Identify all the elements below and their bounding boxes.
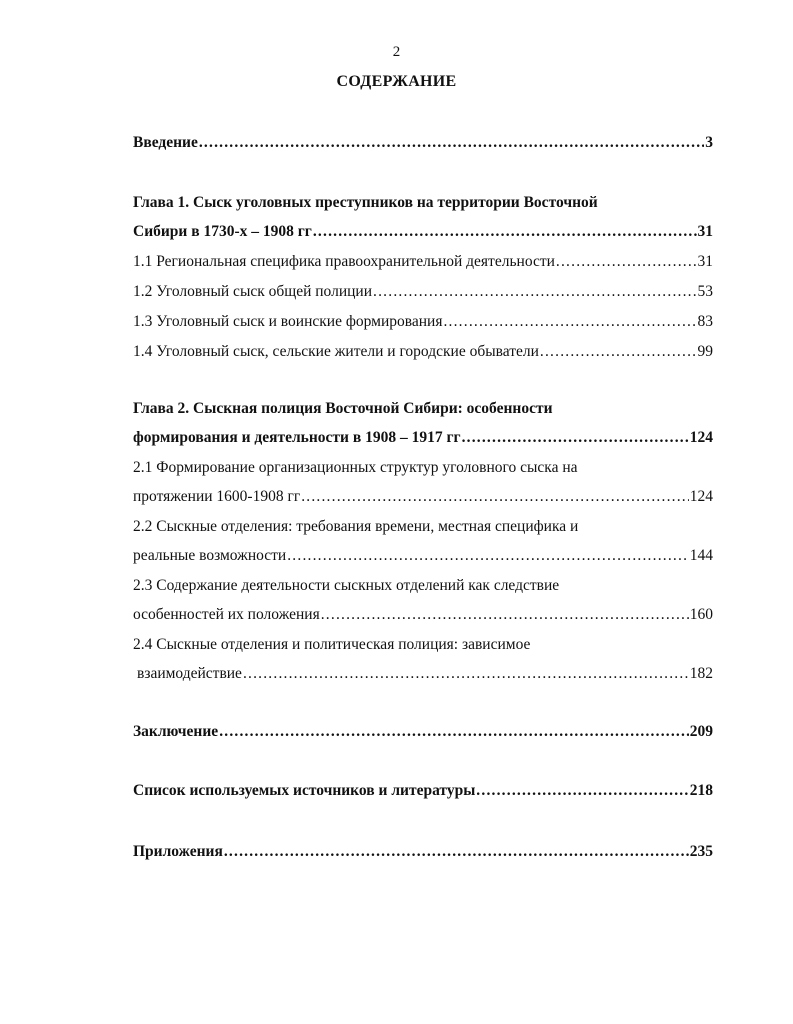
- toc-dot-leader: [443, 311, 696, 333]
- toc-section-2-2-title[interactable]: 2.2 Сыскные отделения: требования времени, местная специфика и: [133, 518, 579, 535]
- toc-chapter-1-title[interactable]: Глава 1. Сыск уголовных преступников на территории Восточной: [133, 194, 598, 211]
- toc-dot-leader: [199, 132, 704, 154]
- toc-chapter-2-title[interactable]: Глава 2. Сыскная полиция Восточной Сибири: особенности: [133, 400, 553, 417]
- toc-entry-label: протяжении 1600-1908 гг: [133, 488, 301, 505]
- toc-dot-leader: [313, 221, 697, 243]
- toc-section-2-3-title[interactable]: 2.3 Содержание деятельности сыскных отделений как следствие: [133, 577, 560, 594]
- toc-entry-section-1-2[interactable]: [133, 281, 713, 303]
- toc-dot-leader: [287, 545, 689, 567]
- toc-entry-page: 99: [697, 343, 713, 360]
- toc-entry-page: 160: [689, 606, 713, 623]
- toc-entry-conclusion[interactable]: [133, 721, 713, 743]
- toc-entry-label: Заключение: [133, 723, 219, 740]
- toc-dot-leader: [373, 281, 696, 303]
- page-title: СОДЕРЖАНИЕ: [336, 73, 457, 90]
- toc-entry-label: Список используемых источников и литературы: [133, 782, 476, 799]
- page-number: 2: [392, 44, 401, 60]
- toc-dot-leader: [321, 604, 689, 626]
- toc-section-2-4-title[interactable]: 2.4 Сыскные отделения и политическая полиция: зависимое: [133, 636, 531, 653]
- toc-entry-label: особенностей их положения: [133, 606, 320, 623]
- toc-dot-leader: [540, 341, 697, 363]
- toc-dot-leader: [462, 427, 689, 449]
- toc-dot-leader: [556, 251, 697, 273]
- toc-entry-page: 83: [697, 313, 713, 330]
- toc-section-2-1-title[interactable]: 2.1 Формирование организационных структур уголовного сыска на: [133, 459, 578, 476]
- toc-entry-page: 209: [689, 723, 713, 740]
- toc-entry-sources[interactable]: [133, 780, 713, 802]
- toc-entry-page: 144: [689, 547, 713, 564]
- toc-dot-leader: [476, 780, 688, 802]
- toc-entry-label: 1.1 Региональная специфика правоохранительной деятельности: [133, 253, 555, 270]
- toc-entry-page: 3: [705, 134, 713, 151]
- toc-entry-label: Сибири в 1730-х – 1908 гг: [133, 223, 312, 240]
- toc-entry-label: формирования и деятельности в 1908 – 1917 гг: [133, 429, 461, 446]
- toc-entry-label: 1.2 Уголовный сыск общей полиции: [133, 283, 373, 300]
- toc-entry-label: реальные возможности: [133, 547, 287, 564]
- toc-entry-section-1-3[interactable]: [133, 311, 713, 333]
- toc-entry-page: 53: [697, 283, 713, 300]
- toc-entry-section-2-3[interactable]: [133, 604, 713, 626]
- toc-entry-chapter-1[interactable]: [133, 221, 713, 243]
- toc-entry-section-2-2[interactable]: [133, 545, 713, 567]
- toc-entry-label: 1.3 Уголовный сыск и воинские формирования: [133, 313, 443, 330]
- toc-entry-page: 124: [689, 488, 713, 505]
- toc-dot-leader: [224, 841, 689, 863]
- toc-entry-page: 182: [689, 665, 713, 682]
- toc-entry-chapter-2[interactable]: [133, 427, 713, 449]
- toc-entry-appendix[interactable]: [133, 841, 713, 863]
- toc-entry-page: 31: [697, 223, 713, 240]
- toc-entry-label: Приложения: [133, 843, 223, 860]
- toc-entry-introduction[interactable]: [133, 132, 713, 154]
- toc-entry-page: 31: [697, 253, 713, 270]
- toc-entry-label: взаимодействие: [137, 665, 242, 682]
- toc-entry-label: Введение: [133, 134, 198, 151]
- toc-dot-leader: [219, 721, 689, 743]
- toc-entry-section-1-1[interactable]: [133, 251, 713, 273]
- toc-entry-section-1-4[interactable]: [133, 341, 713, 363]
- toc-entry-page: 218: [689, 782, 713, 799]
- toc-dot-leader: [301, 486, 689, 508]
- toc-entry-section-2-1[interactable]: [133, 486, 713, 508]
- toc-dot-leader: [243, 663, 689, 685]
- toc-entry-page: 124: [689, 429, 713, 446]
- toc-entry-page: 235: [689, 843, 713, 860]
- toc-entry-section-2-4[interactable]: [137, 663, 713, 685]
- toc-entry-label: 1.4 Уголовный сыск, сельские жители и городские обыватели: [133, 343, 539, 360]
